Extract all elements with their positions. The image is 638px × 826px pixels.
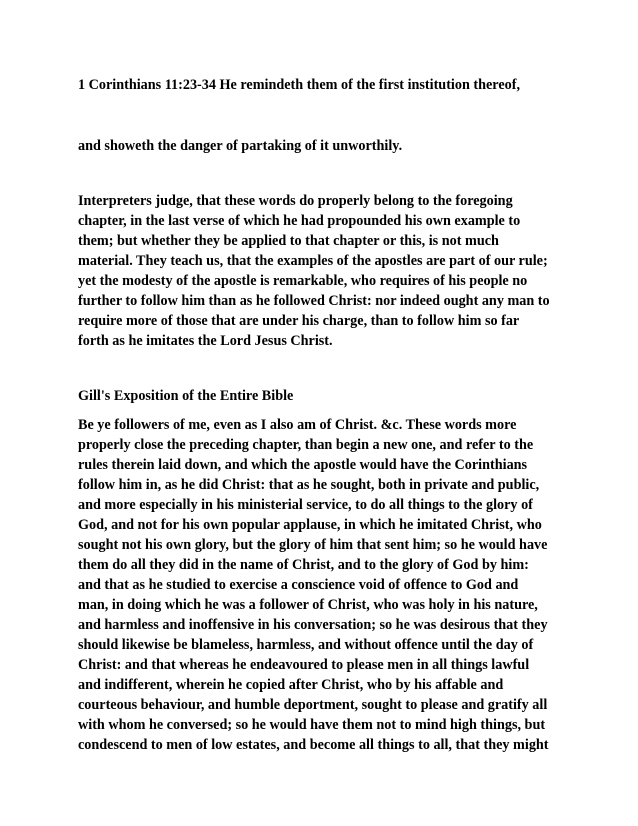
heading-line-1: 1 Corinthians 11:23-34 He remindeth them of the first institution thereof, <box>78 77 521 93</box>
section-title: Gill's Exposition of the Entire Bible <box>78 388 294 404</box>
paragraph-2-line: and indifferent, wherein he copied after Christ, who by his affable and <box>78 677 504 693</box>
paragraph-2-line: courteous behaviour, and humble deportment, sought to please and gratify all <box>78 697 548 713</box>
paragraph-2-line: and harmless and inoffensive in his conversation; so he was desirous that they <box>78 617 548 633</box>
paragraph-1-line: material. They teach us, that the examples of the apostles are part of our rule; <box>78 253 548 269</box>
paragraph-2-line: them do all they did in the name of Christ, and to the glory of God by him: <box>78 557 529 573</box>
paragraph-2-line: Christ: and that whereas he endeavoured to please men in all things lawful <box>78 657 530 673</box>
paragraph-2-line: rules therein laid down, and which the apostle would have the Corinthians <box>78 457 528 473</box>
paragraph-1-line: require more of those that are under his charge, than to follow him so far <box>78 313 520 329</box>
paragraph-2-line: properly close the preceding chapter, than begin a new one, and refer to the <box>78 437 534 453</box>
paragraph-2-line: and more especially in his ministerial service, to do all things to the glory of <box>78 497 533 513</box>
paragraph-2-line: with whom he conversed; so he would have them not to mind high things, but <box>78 717 546 733</box>
paragraph-1-line: chapter, in the last verse of which he had propounded his own example to <box>78 213 521 229</box>
paragraph-2-line: Be ye followers of me, even as I also am of Christ. &c. These words more <box>78 417 517 433</box>
paragraph-2-line: condescend to men of low estates, and become all things to all, that they might <box>78 737 549 753</box>
paragraph-2-line: God, and not for his own popular applause, in which he imitated Christ, who <box>78 517 542 533</box>
paragraph-1-line: yet the modesty of the apostle is remarkable, who requires of his people no <box>78 273 528 289</box>
paragraph-2-line: sought not his own glory, but the glory of him that sent him; so he would have <box>78 537 548 553</box>
paragraph-2-line: man, in doing which he was a follower of Christ, who was holy in his nature, <box>78 597 538 613</box>
paragraph-1-line: them; but whether they be applied to that chapter or this, is not much <box>78 233 499 249</box>
paragraph-2-line: and that as he studied to exercise a conscience void of offence to God and <box>78 577 519 593</box>
paragraph-1-line: forth as he imitates the Lord Jesus Christ. <box>78 333 333 349</box>
paragraph-1-line: further to follow him than as he followed Christ: nor indeed ought any man to <box>78 293 550 309</box>
paragraph-1-line: Interpreters judge, that these words do properly belong to the foregoing <box>78 193 513 209</box>
heading-line-2: and showeth the danger of partaking of it unworthily. <box>78 138 403 154</box>
paragraph-2-line: should likewise be blameless, harmless, and without offence until the day of <box>78 637 534 653</box>
paragraph-2-line: follow him in, as he did Christ: that as he sought, both in private and public, <box>78 477 540 493</box>
